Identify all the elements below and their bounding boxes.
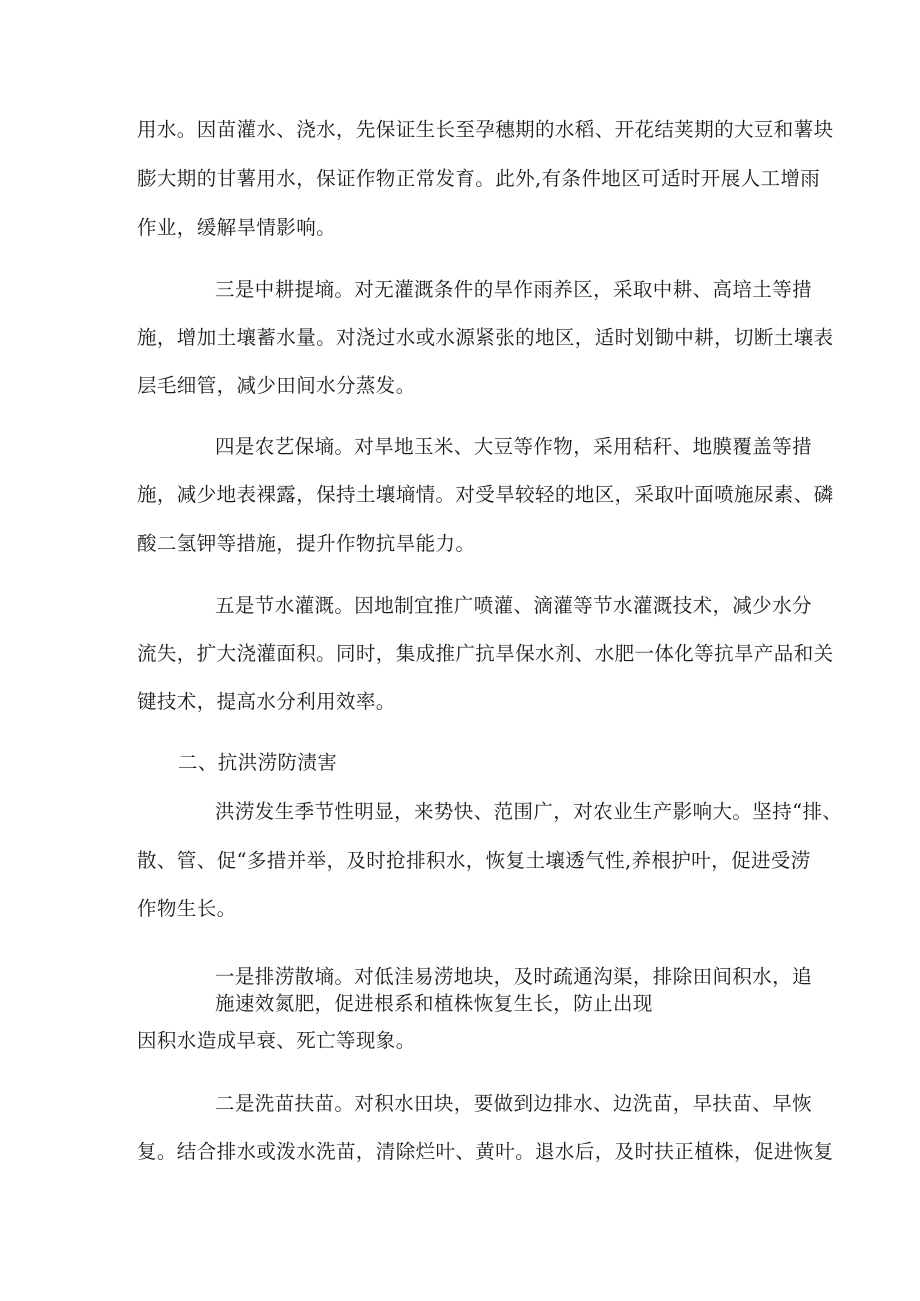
text-line: 三是中耕提墒。对无灌溉条件的旱作雨养区，采取中耕、高培土等措 xyxy=(215,278,813,301)
text-line: 作业，缓解旱情影响。 xyxy=(137,216,337,239)
text-line: 二是洗苗扶苗。对积水田块，要做到边排水、边洗苗，早扶苗、早恢 xyxy=(215,1092,813,1115)
text-line: 复。结合排水或泼水洗苗，清除烂叶、黄叶。退水后，及时扶正植株，促进恢复 xyxy=(137,1140,834,1163)
text-line: 膨大期的甘薯用水，保证作物正常发育。此外,有条件地区可适时开展人工增雨 xyxy=(137,167,821,190)
text-line: 酸二氢钾等措施，提升作物抗旱能力。 xyxy=(137,532,476,555)
text-line: 作物生长。 xyxy=(137,897,237,920)
text-line: 施，减少地表裸露，保持土壤墒情。对受旱较轻的地区，采取叶面喷施尿素、磷 xyxy=(137,483,834,506)
text-line: 五是节水灌溉。因地制宜推广喷灌、滴灌等节水灌溉技术，减少水分 xyxy=(215,594,813,617)
text-line: 施，增加土壤蓄水量。对浇过水或水源紧张的地区，适时划锄中耕，切断土壤表 xyxy=(137,326,834,349)
text-line: 一是排涝散墒。对低洼易涝地块，及时疏通沟渠，排除田间积水，追 xyxy=(215,965,813,988)
section-heading: 二、抗洪涝防渍害 xyxy=(178,751,338,774)
text-line: 施速效氮肥，促进根系和植株恢复生长，防止出现 xyxy=(215,992,653,1015)
text-line: 散、管、促“多措并举，及时抢排积水，恢复土壤透气性,养根护叶，促进受涝 xyxy=(137,849,811,872)
text-line: 流失，扩大浇灌面积。同时，集成推广抗旱保水剂、水肥一体化等抗旱产品和关 xyxy=(137,642,834,665)
text-line: 四是农艺保墒。对旱地玉米、大豆等作物，采用秸秆、地膜覆盖等措 xyxy=(215,435,813,458)
text-line: 键技术，提高水分利用效率。 xyxy=(137,690,396,713)
text-line: 因积水造成早衰、死亡等现象。 xyxy=(137,1029,416,1052)
text-line: 用水。因苗灌水、浇水，先保证生长至孕穗期的水稻、开花结荚期的大豆和薯块 xyxy=(137,118,834,141)
text-line: 层毛细管，减少田间水分蒸发。 xyxy=(137,374,416,397)
text-line: 洪涝发生季节性明显，来势快、范围广，对农业生产影响大。坚持“排、 xyxy=(215,800,843,823)
